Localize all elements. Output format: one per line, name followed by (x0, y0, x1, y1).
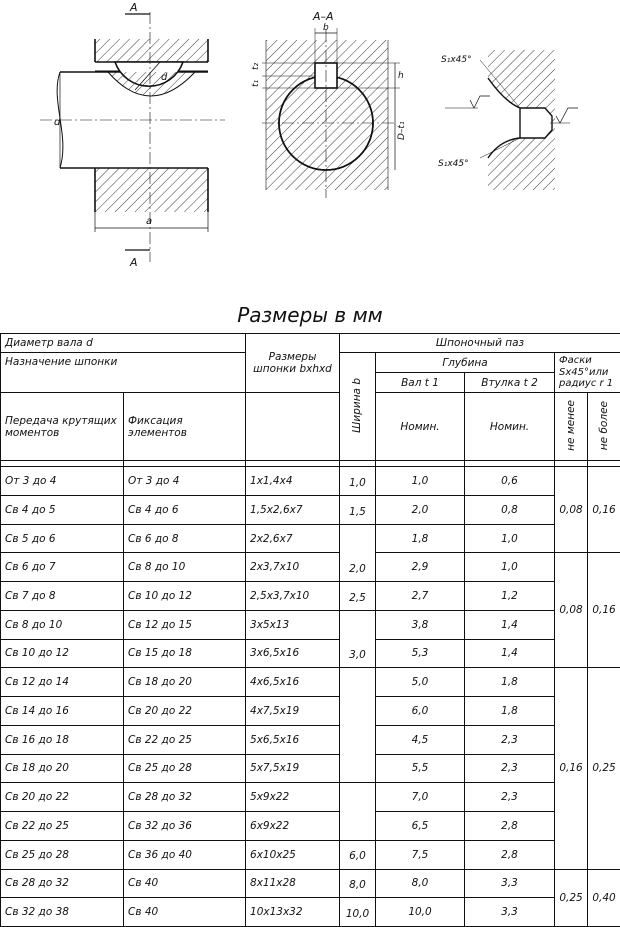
cell-key-size: 1x1,4x4 (246, 467, 340, 496)
cell-shaft-t1: 10,0 (376, 898, 465, 927)
cell-hub-t2: 1,0 (465, 524, 555, 553)
header-nominal-shaft: Номин. (376, 393, 465, 461)
cell-torque: Св 7 до 8 (1, 582, 124, 611)
cell-key-size: 2x3,7x10 (246, 553, 340, 582)
cell-shaft-t1: 7,0 (376, 783, 465, 812)
cell-fixing: Св 28 до 32 (124, 783, 246, 812)
table-caption: Размеры в мм (237, 303, 383, 327)
cell-torque: Св 25 до 28 (1, 840, 124, 869)
cell-key-size: 10x13x32 (246, 898, 340, 927)
cell-hub-t2: 3,3 (465, 869, 555, 898)
cell-torque: Св 32 до 38 (1, 898, 124, 927)
cell-chamfer-max: 0,40 (588, 869, 620, 927)
header-keyway: Шпоночный паз (340, 334, 620, 353)
cell-fixing: От 3 до 4 (124, 467, 246, 496)
cell-key-size: 5x7,5x19 (246, 754, 340, 783)
cell-hub-t2: 1,8 (465, 668, 555, 697)
cell-shaft-t1: 5,5 (376, 754, 465, 783)
depth-t2-label: t₂ (251, 62, 261, 70)
cell-hub-t2: 1,0 (465, 553, 555, 582)
cell-shaft-t1: 5,3 (376, 639, 465, 668)
header-fixing: Фиксация элементов (124, 393, 246, 461)
cell-shaft-t1: 2,0 (376, 495, 465, 524)
header-depth: Глубина (376, 353, 555, 373)
section-mark-bottom: A (130, 256, 138, 269)
cell-torque: Св 16 до 18 (1, 725, 124, 754)
cell-hub-t2: 1,2 (465, 582, 555, 611)
table-row (1, 812, 620, 841)
shaft-side-view (40, 12, 225, 262)
cell-width-b (340, 783, 376, 840)
table-row (1, 524, 620, 553)
cell-fixing: Св 22 до 25 (124, 725, 246, 754)
cell-chamfer-min: 0,08 (555, 553, 588, 668)
table-row (1, 725, 620, 754)
cell-width-b: 3,0 (340, 610, 376, 667)
cell-hub-t2: 2,3 (465, 725, 555, 754)
cell-width-b: 6,0 (340, 840, 376, 869)
cell-torque: Св 14 до 16 (1, 697, 124, 726)
header-chamfer: Фаски Sx45°или радиус r 1 (555, 353, 620, 393)
cell-width-b: 8,0 (340, 869, 376, 898)
header-shaft-diameter: Диаметр вала d (1, 334, 246, 353)
cell-hub-t2: 2,8 (465, 812, 555, 841)
cell-fixing: Св 8 до 10 (124, 553, 246, 582)
cell-key-size: 4x6,5x16 (246, 668, 340, 697)
cell-hub-t2: 3,3 (465, 898, 555, 927)
cell-torque: Св 10 до 12 (1, 639, 124, 668)
table-row (1, 495, 620, 524)
cell-hub-t2: 0,8 (465, 495, 555, 524)
cell-fixing: Св 20 до 22 (124, 697, 246, 726)
chamfer-detail (445, 50, 578, 190)
header-shaft-t1: Вал t 1 (376, 373, 465, 393)
table-row (1, 754, 620, 783)
cell-torque: Св 5 до 6 (1, 524, 124, 553)
table-row (1, 869, 620, 898)
length-a-label: a (146, 216, 153, 227)
cell-width-b: 2,0 (340, 524, 376, 581)
cell-hub-t2: 1,8 (465, 697, 555, 726)
table-row (1, 553, 620, 582)
cell-chamfer-max: 0,16 (588, 553, 620, 668)
cell-key-size: 3x5x13 (246, 610, 340, 639)
key-diameter-label: d (161, 72, 168, 83)
d-minus-t1-label: D–t₁ (397, 121, 407, 140)
cell-key-size: 1,5x2,6x7 (246, 495, 340, 524)
cell-fixing: Св 40 (124, 869, 246, 898)
table-row (1, 898, 620, 927)
cell-fixing: Св 40 (124, 898, 246, 927)
table-row (1, 783, 620, 812)
cell-key-size: 4x7,5x19 (246, 697, 340, 726)
cell-shaft-t1: 5,0 (376, 668, 465, 697)
cell-width-b: 10,0 (340, 898, 376, 927)
cell-torque: Св 8 до 10 (1, 610, 124, 639)
key-dimensions-table (0, 333, 620, 927)
cell-width-b (340, 668, 376, 783)
cell-width-b: 1,0 (340, 467, 376, 496)
cell-fixing: Св 18 до 20 (124, 668, 246, 697)
cell-shaft-t1: 6,5 (376, 812, 465, 841)
cell-key-size: 5x6,5x16 (246, 725, 340, 754)
header-hub-t2: Втулка t 2 (465, 373, 555, 393)
header-nominal-hub: Номин. (465, 393, 555, 461)
header-torque: Передача крутящих моментов (1, 393, 124, 461)
cell-shaft-t1: 6,0 (376, 697, 465, 726)
header-width-b: Ширина b (340, 353, 376, 461)
cell-hub-t2: 1,4 (465, 610, 555, 639)
cell-shaft-t1: 8,0 (376, 869, 465, 898)
height-h-label: h (398, 71, 404, 81)
depth-t1-label: t₁ (251, 79, 261, 87)
cell-chamfer-min: 0,08 (555, 467, 588, 553)
cell-fixing: Св 6 до 8 (124, 524, 246, 553)
cell-fixing: Св 10 до 12 (124, 582, 246, 611)
section-title: A–A (313, 10, 334, 23)
cell-hub-t2: 0,6 (465, 467, 555, 496)
table-row (1, 467, 620, 496)
table-row (1, 668, 620, 697)
cell-fixing: Св 15 до 18 (124, 639, 246, 668)
cell-key-size: 3x6,5x16 (246, 639, 340, 668)
cell-key-size: 6x10x25 (246, 840, 340, 869)
cell-fixing: Св 36 до 40 (124, 840, 246, 869)
cell-shaft-t1: 1,8 (376, 524, 465, 553)
cell-hub-t2: 2,8 (465, 840, 555, 869)
cell-shaft-t1: 4,5 (376, 725, 465, 754)
chamfer-bottom-label: S₁x45° (438, 159, 469, 169)
cell-hub-t2: 2,3 (465, 783, 555, 812)
cell-fixing: Св 4 до 6 (124, 495, 246, 524)
cell-shaft-t1: 1,0 (376, 467, 465, 496)
cell-fixing: Св 32 до 36 (124, 812, 246, 841)
cell-hub-t2: 1,4 (465, 639, 555, 668)
technical-drawing (0, 0, 620, 300)
cell-fixing: Св 12 до 15 (124, 610, 246, 639)
cell-key-size: 2x2,6x7 (246, 524, 340, 553)
cell-shaft-t1: 3,8 (376, 610, 465, 639)
table-row (1, 582, 620, 611)
header-max: не более (588, 393, 620, 461)
cell-fixing: Св 25 до 28 (124, 754, 246, 783)
cell-torque: От 3 до 4 (1, 467, 124, 496)
cell-shaft-t1: 2,9 (376, 553, 465, 582)
section-mark-top: A (130, 1, 138, 14)
cell-chamfer-min: 0,25 (555, 869, 588, 927)
cell-torque: Св 12 до 14 (1, 668, 124, 697)
cell-chamfer-max: 0,16 (588, 467, 620, 553)
cell-key-size: 5x9x22 (246, 783, 340, 812)
cell-width-b: 2,5 (340, 582, 376, 611)
cell-width-b: 1,5 (340, 495, 376, 524)
chamfer-top-label: S₁x45° (441, 55, 472, 65)
header-key-size: Размеры шпонки bxhxd (246, 334, 340, 393)
cell-shaft-t1: 7,5 (376, 840, 465, 869)
cell-shaft-t1: 2,7 (376, 582, 465, 611)
section-view (262, 28, 400, 198)
cell-chamfer-max: 0,25 (588, 668, 620, 869)
header-min: не менее (555, 393, 588, 461)
table-row (1, 639, 620, 668)
header-key-purpose: Назначение шпонки (1, 353, 246, 393)
table-row (1, 697, 620, 726)
cell-hub-t2: 2,3 (465, 754, 555, 783)
cell-torque: Св 28 до 32 (1, 869, 124, 898)
shaft-diameter-label: d (54, 117, 61, 128)
cell-key-size: 2,5x3,7x10 (246, 582, 340, 611)
cell-torque: Св 6 до 7 (1, 553, 124, 582)
cell-torque: Св 20 до 22 (1, 783, 124, 812)
cell-key-size: 6x9x22 (246, 812, 340, 841)
cell-torque: Св 22 до 25 (1, 812, 124, 841)
width-b-label: b (323, 23, 329, 33)
table-row (1, 610, 620, 639)
table-row (1, 840, 620, 869)
cell-torque: Св 4 до 5 (1, 495, 124, 524)
cell-chamfer-min: 0,16 (555, 668, 588, 869)
cell-torque: Св 18 до 20 (1, 754, 124, 783)
cell-key-size: 8x11x28 (246, 869, 340, 898)
